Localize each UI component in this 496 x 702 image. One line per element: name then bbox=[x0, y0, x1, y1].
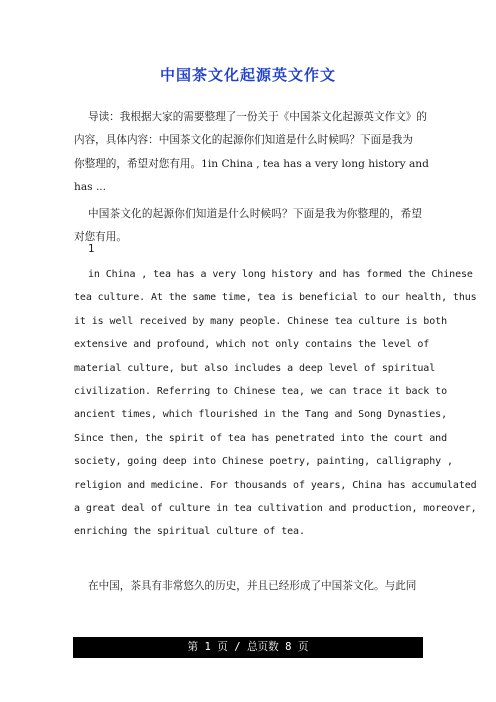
chinese-intro-line: 中国茶文化的起源你们知道是什么时候吗？下面是我为你整理的，希望 bbox=[88, 208, 422, 220]
english-line: tea culture. At the same time, tea is beneficial to our health, thus bbox=[74, 292, 477, 304]
intro-line: 你整理的，希望对您有用。1in China , tea has a very long history and bbox=[74, 157, 429, 170]
english-line: ancient times, which flourished in the Tang and Song Dynasties, bbox=[74, 409, 447, 421]
document-title: 中国茶文化起源英文作文 bbox=[159, 66, 336, 84]
intro-paragraph bbox=[74, 106, 429, 200]
chinese-paragraph bbox=[74, 575, 422, 598]
intro-line: has ... bbox=[74, 181, 107, 194]
english-line: enriching the spiritual culture of tea. bbox=[74, 526, 305, 538]
english-line: in China , tea has a very long history and has formed the Chinese bbox=[88, 269, 473, 280]
english-line: a great deal of culture in tea cultivation and production, moreover, bbox=[74, 503, 477, 515]
english-line: material culture, but also includes a deep level of spiritual bbox=[74, 362, 436, 374]
intro-line: 内容，具体内容：中国茶文化的起源你们知道是什么时候吗？下面是我为 bbox=[74, 134, 413, 147]
section-number: 1 bbox=[88, 243, 95, 255]
english-line: society, going deep into Chinese poetry, painting, calligraphy , bbox=[74, 456, 453, 468]
english-line: Since then, the spirit of tea has penetrated into the court and bbox=[74, 432, 447, 444]
chinese-intro-paragraph bbox=[74, 203, 422, 250]
intro-line: 导读：我根据大家的需要整理了一份关于《中国茶文化起源英文作文》的 bbox=[88, 111, 427, 123]
page-footer: 第 1 页 / 总页数 8 页 bbox=[73, 637, 423, 658]
english-line: religion and medicine. For thousands of years, China has accumulated bbox=[74, 479, 477, 491]
chinese-intro-line: 对您有用。 bbox=[74, 231, 127, 244]
english-line: extensive and profound, which not only contains the level of bbox=[74, 339, 430, 351]
english-line: civilization. Referring to Chinese tea, we can trace it back to bbox=[74, 386, 447, 398]
chinese-line: 在中国，茶具有非常悠久的历史，并且已经形成了中国茶文化。与此同 bbox=[88, 580, 417, 592]
english-paragraph bbox=[74, 263, 477, 544]
english-line: it is well received by many people. Chinese tea culture is both bbox=[74, 315, 447, 327]
